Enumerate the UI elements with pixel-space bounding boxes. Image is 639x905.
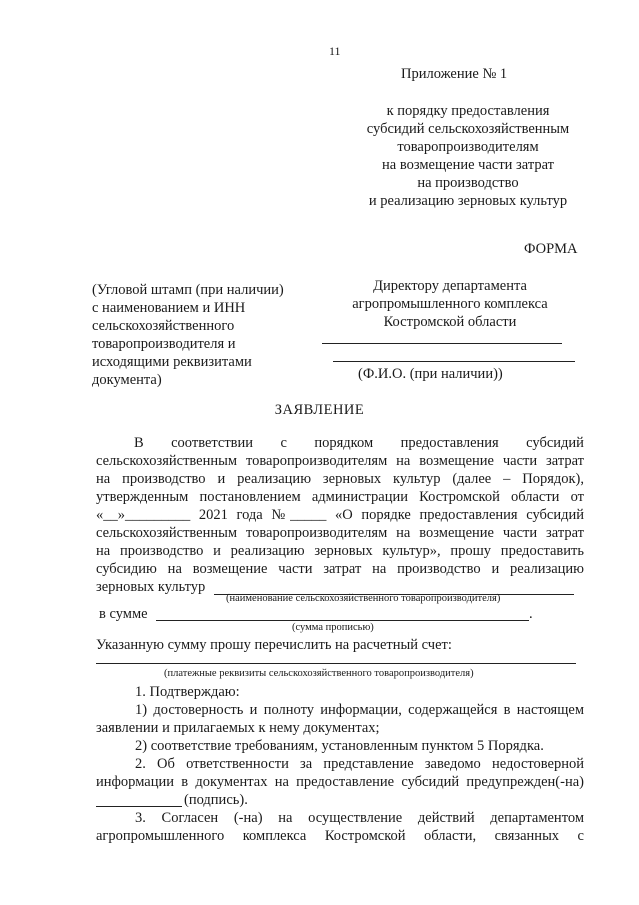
sum-field[interactable] [156,620,529,621]
paragraph-line: на производство и реализацию зерновых культур», прошу предоставить [96,543,584,559]
paragraph-line: сельскохозяйственным товаропроизводителям на возмещение части затрат [96,453,584,469]
paragraph-line: сельскохозяйственным товаропроизводителям на возмещение части затрат [96,525,584,541]
fio-caption: (Ф.И.О. (при наличии)) [358,366,503,382]
paragraph-line: «__»_________ 2021 года №_____ «О порядке предоставления субсидий [96,507,584,523]
appendix-line: субсидий сельскохозяйственным [366,121,570,137]
sum-end: . [529,606,533,622]
item1-line: заявлении и прилагаемых к нему документах; [96,720,380,736]
account-field[interactable] [96,663,576,664]
word: В [134,435,144,451]
signature-field[interactable] [96,806,182,807]
account-caption: (платежные реквизиты сельскохозяйственного товаропроизводителя) [164,668,474,679]
fio-blank-line [333,361,575,362]
paragraph-line: на производство и реализацию зерновых культур (далее – Порядок), [96,471,584,487]
doc-title: ЗАЯВЛЕНИЕ [274,402,365,418]
appendix-title: Приложение № 1 [401,66,508,82]
stamp-line: сельскохозяйственного [92,318,235,334]
signature-text: (подпись). [184,792,248,808]
stamp-line: исходящими реквизитами [92,354,252,370]
word: предоставления [400,435,499,451]
paragraph-line: субсидию на возмещение части затрат на производство и реализацию [96,561,584,577]
stamp-line: с наименованием и ИНН [92,300,246,316]
form-label: ФОРМА [524,241,578,257]
responsibility-line: 2. Об ответственности за представление заведомо недостоверной [135,756,584,772]
word: соответствии [171,435,254,451]
sum-label: в сумме [99,606,148,622]
fio-blank-line [322,343,562,344]
item1-line: 1) достоверность и полноту информации, содержащейся в настоящем [135,702,584,718]
sum-caption: (сумма прописью) [292,622,374,633]
stamp-line: документа) [92,372,162,388]
paragraph-line: зерновых культур [96,579,206,595]
item3-line: 3. Согласен (-на) на осуществление действий департаментом [135,810,584,826]
addressee-line: Костромской области [383,314,517,330]
appendix-line: на производство [417,175,519,191]
addressee-line: агропромышленного комплекса [352,296,548,312]
appendix-line: к порядку предоставления [386,103,550,119]
addressee-line: Директору департамента [373,278,527,294]
account-text: Указанную сумму прошу перечислить на расчетный счет: [96,637,452,653]
word: с [280,435,287,451]
producer-caption: (наименование сельскохозяйственного товаропроизводителя) [226,593,501,604]
appendix-line: товаропроизводителям [397,139,539,155]
page-number: 11 [329,44,341,58]
word: порядком [314,435,374,451]
paragraph-line: утвержденным постановлением администрации Костромской области от [96,489,584,505]
item2-line: 2) соответствие требованиям, установленным пунктом 5 Порядка. [135,738,544,754]
stamp-line: товаропроизводителя и [92,336,236,352]
responsibility-line: информации в документах на предоставление субсидий предупрежден(-на) [96,774,584,790]
item3-line: агропромышленного комплекса Костромской области, связанных с [96,828,584,844]
appendix-line: на возмещение части затрат [382,157,554,173]
confirm-title: 1. Подтверждаю: [135,684,240,700]
appendix-line: и реализацию зерновых культур [368,193,568,209]
word: субсидий [526,435,584,451]
stamp-line: (Угловой штамп (при наличии) [92,282,284,298]
paragraph-first-line [134,434,584,452]
